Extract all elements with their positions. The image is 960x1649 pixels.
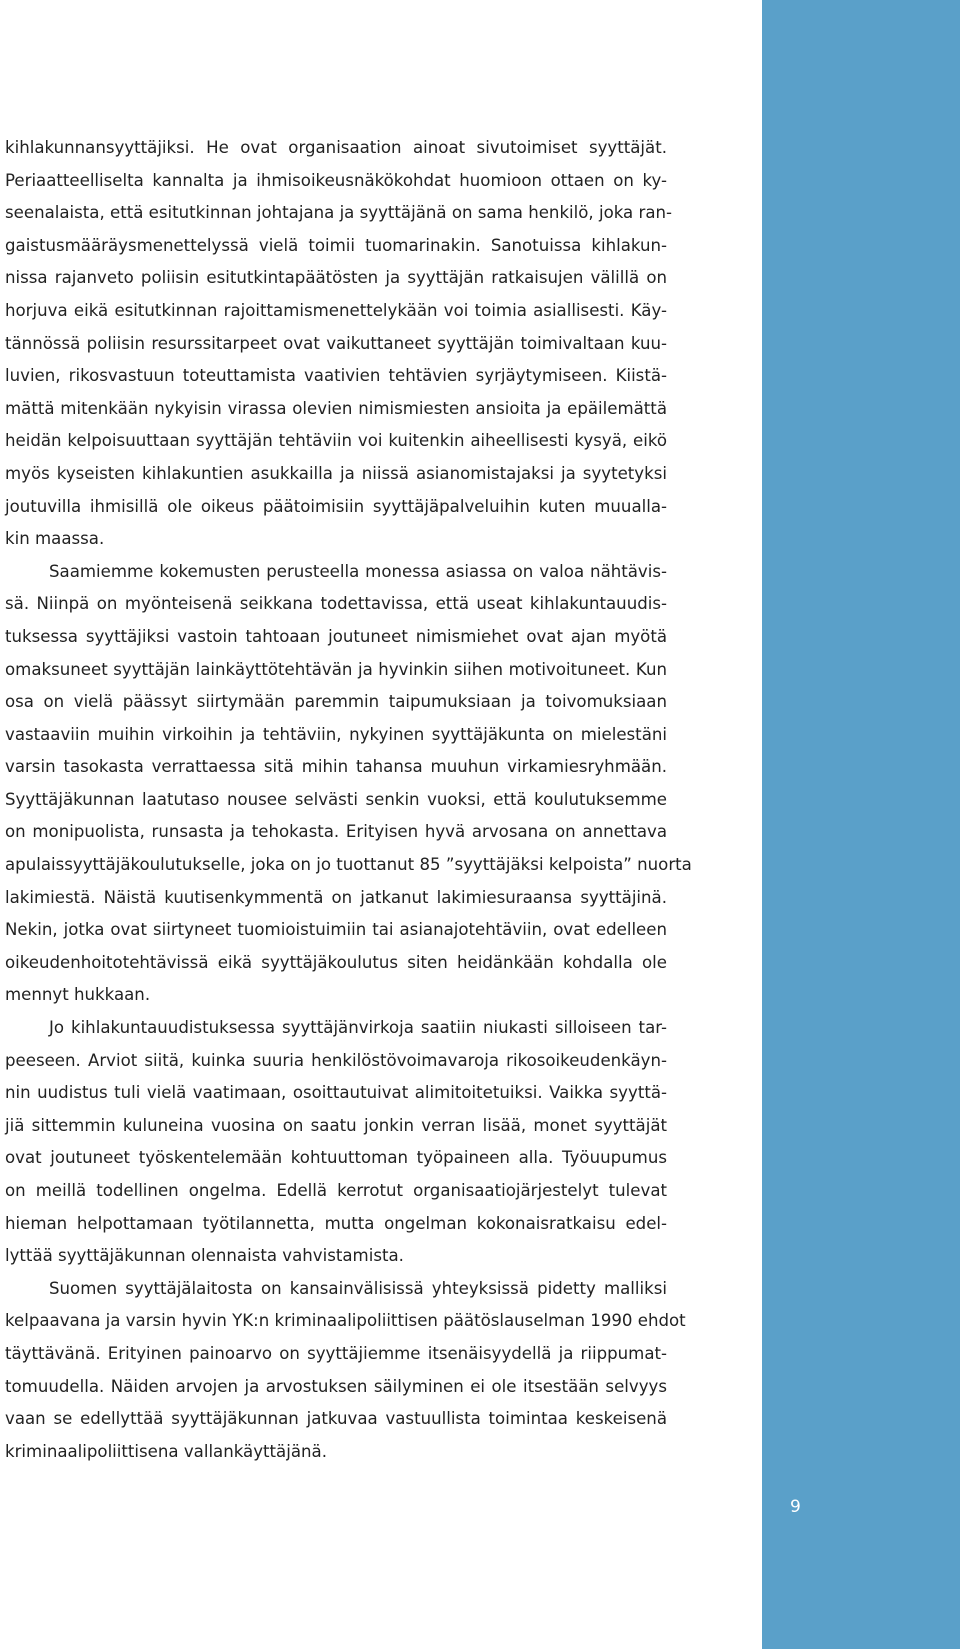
text-line: tomuudella. Näiden arvojen ja arvostuksen säilyminen ei ole itsestään selvyys (5, 1376, 667, 1396)
text-line: kin maassa. (5, 529, 105, 549)
text-line: Nekin, jotka ovat siirtyneet tuomioistuimiin tai asianajotehtäviin, ovat edelleen (5, 920, 667, 940)
text-line: seenalaista, että esitutkinnan johtajana ja syyttäjänä on sama henkilö, joka ran- (5, 203, 672, 223)
text-line: kihlakunnansyyttäjiksi. He ovat organisaation ainoat sivutoimiset syyttäjät. (5, 138, 667, 157)
paragraph (5, 1012, 667, 1273)
text-line: Suomen syyttäjälaitosta on kansainvälisissä yhteyksissä pidetty malliksi (49, 1278, 667, 1298)
text-line: kelpaavana ja varsin hyvin YK:n kriminaalipoliittisen päätöslauselman 1990 ehdot (5, 1311, 686, 1331)
text-line: horjuva eikä esitutkinnan rajoittamismenettelykään voi toimia asiallisesti. Käy- (5, 300, 667, 320)
text-line: jiä sittemmin kuluneina vuosina on saatu jonkin verran lisää, monet syyttäjät (5, 1115, 667, 1135)
text-line: lyttää syyttäjäkunnan olennaista vahvistamista. (5, 1246, 404, 1266)
text-line: mättä mitenkään nykyisin virassa olevien nimismiesten ansioita ja epäilemättä (5, 398, 667, 418)
text-line: tuksessa syyttäjiksi vastoin tahtoaan joutuneet nimismiehet ovat ajan myötä (5, 626, 667, 646)
text-line: sä. Niinpä on myönteisenä seikkana todettavissa, että useat kihlakuntauudis- (5, 594, 667, 614)
text-line: apulaissyyttäjäkoulutukselle, joka on jo tuottanut 85 ”syyttäjäksi kelpoista” nuorta (5, 855, 692, 875)
paragraph (5, 556, 692, 1012)
text-line: Saamiemme kokemusten perusteella monessa asiassa on valoa nähtävis- (49, 561, 667, 581)
text-line: mennyt hukkaan. (5, 985, 151, 1005)
text-line: osa on vielä päässyt siirtymään paremmin taipumuksiaan ja toivomuksiaan (5, 692, 667, 712)
text-line: Periaatteelliselta kannalta ja ihmisoikeusnäkökohdat huomioon ottaen on ky- (5, 170, 667, 190)
text-line: Syyttäjäkunnan laatutaso nousee selvästi senkin vuoksi, että koulutuksemme (5, 789, 667, 809)
side-color-band (762, 0, 960, 1649)
text-line: nin uudistus tuli vielä vaatimaan, osoittautuivat alimitoitetuiksi. Vaikka syyttä- (5, 1083, 667, 1103)
text-line: peeseen. Arviot siitä, kuinka suuria henkilöstövoimavaroja rikosoikeudenkäyn- (5, 1050, 667, 1070)
text-line: kriminaalipoliittisena vallankäyttäjänä. (5, 1441, 327, 1461)
text-line: Jo kihlakuntauudistuksessa syyttäjänvirkoja saatiin niukasti silloiseen tar- (49, 1018, 667, 1038)
text-line: nissa rajanveto poliisin esitutkintapäätösten ja syyttäjän ratkaisujen välillä on (5, 268, 667, 288)
text-line: heidän kelpoisuuttaan syyttäjän tehtäviin voi kuitenkin aiheellisesti kysyä, eikö (5, 431, 667, 451)
text-line: myös kyseisten kihlakuntien asukkailla ja niissä asianomistajaksi ja syytetyksi (5, 463, 667, 483)
text-line: tännössä poliisin resurssitarpeet ovat vaikuttaneet syyttäjän toimivaltaan kuu- (5, 333, 667, 353)
text-line: gaistusmääräysmenettelyssä vielä toimii tuomarinakin. Sanotuissa kihlakun- (5, 235, 667, 255)
text-line: vaan se edellyttää syyttäjäkunnan jatkuvaa vastuullista toimintaa keskeisenä (5, 1409, 667, 1429)
text-line: on meillä todellinen ongelma. Edellä kerrotut organisaatiojärjestelyt tulevat (5, 1181, 667, 1200)
text-line: on monipuolista, runsasta ja tehokasta. Erityisen hyvä arvosana on annettava (5, 822, 667, 842)
text-line: omaksuneet syyttäjän lainkäyttötehtävän ja hyvinkin siihen motivoituneet. Kun (5, 659, 667, 679)
text-line: joutuvilla ihmisillä ole oikeus päätoimisiin syyttäjäpalveluihin kuten muualla- (5, 496, 667, 516)
text-line: täyttävänä. Erityinen painoarvo on syyttäjiemme itsenäisyydellä ja riippumat- (5, 1343, 667, 1363)
text-line: ovat joutuneet työskentelemään kohtuuttoman työpaineen alla. Työuupumus (5, 1148, 667, 1168)
text-line: varsin tasokasta verrattaessa sitä mihin tahansa muuhun virkamiesryhmään. (5, 757, 667, 777)
page-number: 9 (790, 1497, 802, 1517)
text-line: luvien, rikosvastuun toteuttamista vaativien tehtävien syrjäytymiseen. Kiistä- (5, 366, 667, 386)
paragraph (5, 132, 672, 556)
text-line: lakimiestä. Näistä kuutisenkymmentä on jatkanut lakimiesuraansa syyttäjinä. (5, 887, 667, 907)
paragraph (5, 1273, 686, 1469)
text-line: oikeudenhoitotehtävissä eikä syyttäjäkoulutus siten heidänkään kohdalla ole (5, 952, 667, 972)
text-line: hieman helpottamaan työtilannetta, mutta ongelman kokonaisratkaisu edel- (5, 1213, 667, 1233)
text-line: vastaaviin muihin virkoihin ja tehtäviin, nykyinen syyttäjäkunta on mielestäni (5, 724, 667, 744)
body-text (5, 132, 692, 1468)
